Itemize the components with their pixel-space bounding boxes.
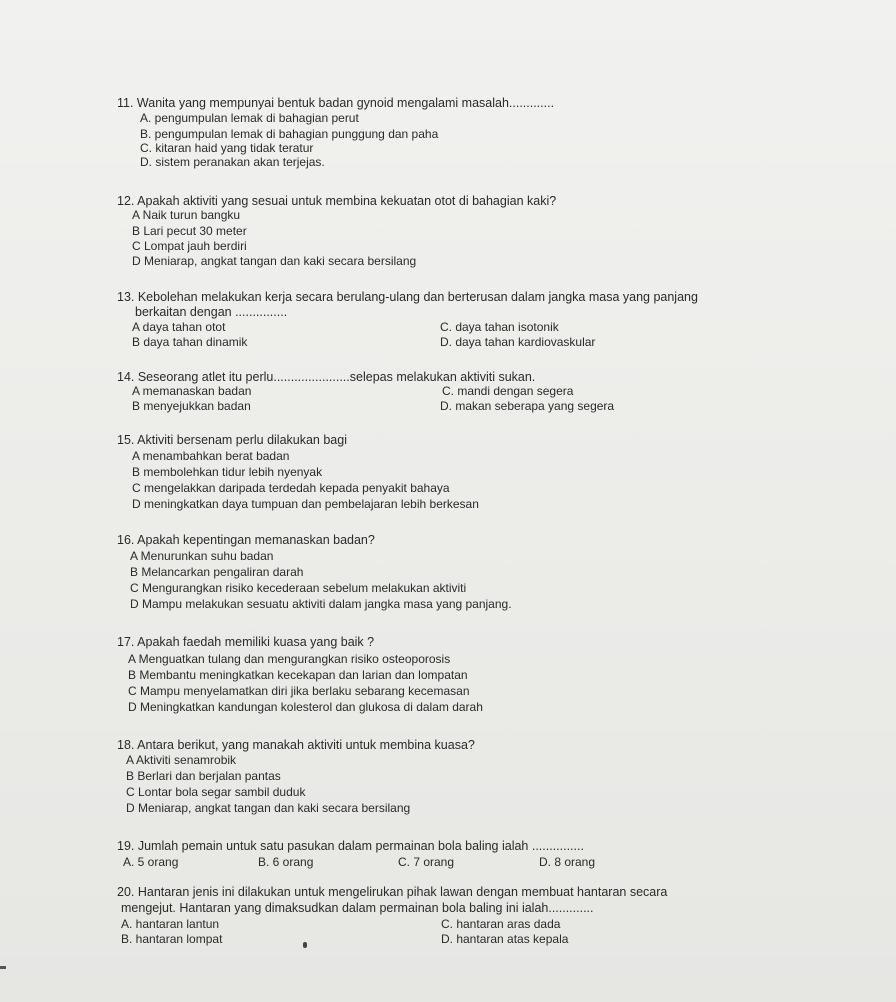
- option-d: D meningkatkan daya tumpuan dan pembelajaran lebih berkesan: [132, 497, 479, 511]
- option-d: D Mampu melakukan sesuatu aktiviti dalam jangka masa yang panjang.: [130, 597, 512, 611]
- option-b: B menyejukkan badan: [132, 399, 251, 413]
- option-b: B. hantaran lompat: [121, 932, 223, 946]
- option-a: A daya tahan otot: [132, 320, 226, 334]
- option-b: B. pengumpulan lemak di bahagian punggung dan paha: [140, 127, 439, 141]
- question-stem: 14. Seseorang atlet itu perlu......................selepas melakukan aktiviti sukan.: [117, 370, 536, 384]
- option-c: C. 7 orang: [398, 855, 455, 869]
- option-b: B membolehkan tidur lebih nyenyak: [132, 465, 323, 479]
- question-stem-continued: mengejut. Hantaran yang dimaksudkan dalam permainan bola baling ini ialah.............: [121, 901, 594, 915]
- option-c: C Mengurangkan risiko kecederaan sebelum melakukan aktiviti: [130, 581, 467, 595]
- option-c: C Lontar bola segar sambil duduk: [126, 785, 306, 799]
- option-a: A Aktiviti senamrobik: [126, 753, 237, 767]
- question-stem: 20. Hantaran jenis ini dilakukan untuk mengelirukan pihak lawan dengan membuat hantaran secara: [117, 885, 668, 899]
- question-stem: 12. Apakah aktiviti yang sesuai untuk membina kekuatan otot di bahagian kaki?: [117, 194, 557, 208]
- option-c: C Lompat jauh berdiri: [132, 239, 247, 253]
- question-stem-continued: berkaitan dengan ...............: [135, 305, 288, 319]
- option-c: C. mandi dengan segera: [442, 384, 574, 398]
- option-b: B Membantu meningkatkan kecekapan dan larian dan lompatan: [128, 668, 468, 682]
- option-b: B Melancarkan pengaliran darah: [130, 565, 304, 579]
- option-d: D. sistem peranakan akan terjejas.: [140, 155, 325, 169]
- option-c: C. kitaran haid yang tidak teratur: [140, 141, 314, 155]
- question-stem: 13. Kebolehan melakukan kerja secara berulang-ulang dan berterusan dalam jangka masa yang panjang: [117, 290, 698, 304]
- option-a: A Naik turun bangku: [132, 208, 241, 222]
- question-stem: 15. Aktiviti bersenam perlu dilakukan bagi: [117, 433, 347, 447]
- option-b: B daya tahan dinamik: [132, 335, 248, 349]
- option-c: C Mampu menyelamatkan diri jika berlaku sebarang kecemasan: [128, 684, 470, 698]
- option-a: A Menurunkan suhu badan: [130, 549, 274, 563]
- option-a: A menambahkan berat badan: [132, 449, 290, 463]
- option-d: D Meningkatkan kandungan kolesterol dan glukosa di dalam darah: [128, 700, 483, 714]
- option-a: A Menguatkan tulang dan mengurangkan risiko osteoporosis: [128, 652, 451, 666]
- question-stem: 11. Wanita yang mempunyai bentuk badan gynoid mengalami masalah.............: [117, 96, 555, 110]
- option-d: D Meniarap, angkat tangan dan kaki secara bersilang: [132, 254, 417, 268]
- option-d: D Meniarap, angkat tangan dan kaki secara bersilang: [126, 801, 411, 815]
- option-b: B Berlari dan berjalan pantas: [126, 769, 281, 783]
- option-d: D. daya tahan kardiovaskular: [440, 335, 596, 349]
- option-b: B. 6 orang: [258, 855, 314, 869]
- option-a: A. 5 orang: [123, 855, 179, 869]
- option-c: C. daya tahan isotonik: [440, 320, 559, 334]
- option-c: C. hantaran aras dada: [441, 917, 561, 931]
- ink-mark: [303, 942, 307, 948]
- option-d: D. hantaran atas kepala: [441, 932, 569, 946]
- question-stem: 17. Apakah faedah memiliki kuasa yang baik ?: [117, 635, 375, 649]
- option-c: C mengelakkan daripada terdedah kepada penyakit bahaya: [132, 481, 450, 495]
- option-a: A. hantaran lantun: [121, 917, 220, 931]
- option-a: A memanaskan badan: [132, 384, 252, 398]
- option-d: D. 8 orang: [539, 855, 596, 869]
- option-b: B Lari pecut 30 meter: [132, 224, 247, 238]
- option-a: A. pengumpulan lemak di bahagian perut: [140, 111, 359, 125]
- option-d: D. makan seberapa yang segera: [440, 399, 615, 413]
- page-edge-mark: [0, 966, 6, 969]
- question-stem: 19. Jumlah pemain untuk satu pasukan dalam permainan bola baling ialah ...............: [117, 839, 584, 853]
- question-stem: 16. Apakah kepentingan memanaskan badan?: [117, 533, 375, 547]
- question-stem: 18. Antara berikut, yang manakah aktiviti untuk membina kuasa?: [117, 738, 475, 752]
